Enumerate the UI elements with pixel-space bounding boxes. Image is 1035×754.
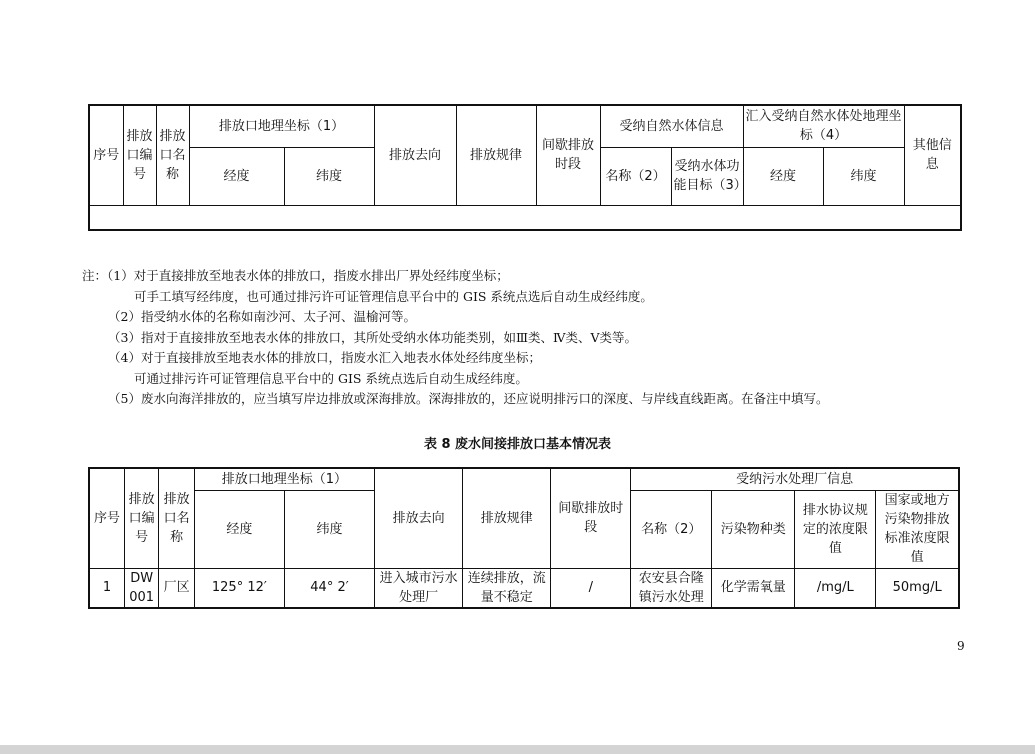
cell-pollutant: 化学需氧量 bbox=[712, 568, 795, 608]
cell-lat: 44° 2′ bbox=[284, 568, 374, 608]
header-inflow-lat: 纬度 bbox=[823, 147, 904, 205]
header-geo: 排放口地理坐标（1） bbox=[194, 468, 374, 490]
header-rule: 排放规律 bbox=[463, 468, 551, 568]
header-direction: 排放去向 bbox=[374, 105, 456, 205]
header-intermittent: 间歇排放时段 bbox=[551, 468, 631, 568]
note-4: （4）对于直接排放至地表水体的排放口，指废水汇入地表水体处经纬度坐标； bbox=[108, 350, 541, 365]
indirect-outlet-table bbox=[88, 467, 960, 609]
header-recv-name: 名称（2） bbox=[600, 147, 671, 205]
page-number: 9 bbox=[957, 639, 965, 653]
header-plant: 受纳污水处理厂信息 bbox=[631, 468, 959, 490]
cell-rule: 连续排放，流量不稳定 bbox=[463, 568, 551, 608]
header-other: 其他信息 bbox=[904, 105, 961, 205]
cell-seq: 1 bbox=[89, 568, 124, 608]
note-4-cont: 可通过排污许可证管理信息平台中的 GIS 系统点选后自动生成经纬度。 bbox=[134, 370, 528, 386]
direct-outlet-table bbox=[88, 104, 962, 231]
header-outlet-code: 排放口编号 bbox=[124, 468, 158, 568]
cell-direction: 进入城市污水处理厂 bbox=[375, 568, 463, 608]
cell-plant-name: 农安县合隆镇污水处理 bbox=[631, 568, 712, 608]
header-receiving: 受纳自然水体信息 bbox=[600, 105, 743, 147]
note-5: （5）废水向海洋排放的，应当填写岸边排放或深海排放。深海排放的，还应说明排污口的深度、与岸线直线距离。在备注中填写。 bbox=[108, 391, 829, 406]
header-inflow: 汇入受纳自然水体处地理坐标（4） bbox=[743, 105, 904, 147]
header-outlet-code: 排放口编号 bbox=[123, 105, 156, 205]
note-3: （3）指对于直接排放至地表水体的排放口，其所处受纳水体功能类别，如Ⅲ类、Ⅳ类、Ⅴ类等。 bbox=[108, 329, 638, 345]
empty-row bbox=[89, 205, 961, 230]
table-row bbox=[89, 568, 959, 608]
table-notes bbox=[82, 266, 982, 410]
header-intermittent: 间歇排放时段 bbox=[536, 105, 600, 205]
header-seq: 序号 bbox=[89, 105, 123, 205]
cell-code: DW001 bbox=[124, 568, 158, 608]
header-rule: 排放规律 bbox=[456, 105, 536, 205]
cell-lon: 125° 12′ bbox=[194, 568, 284, 608]
header-geo: 排放口地理坐标（1） bbox=[189, 105, 374, 147]
cell-name: 厂区 bbox=[159, 568, 194, 608]
table-caption: 表 8 废水间接排放口基本情况表 bbox=[423, 437, 612, 452]
header-recv-target: 受纳水体功能目标（3） bbox=[671, 147, 743, 205]
header-lon: 经度 bbox=[194, 490, 284, 568]
header-lon: 经度 bbox=[189, 147, 284, 205]
header-seq: 序号 bbox=[89, 468, 124, 568]
header-pollutant: 污染物种类 bbox=[712, 490, 795, 568]
header-lat: 纬度 bbox=[284, 490, 374, 568]
header-plant-name: 名称（2） bbox=[631, 490, 712, 568]
header-inflow-lon: 经度 bbox=[743, 147, 823, 205]
viewer-bottom-bar bbox=[0, 745, 1035, 754]
header-agreement: 排水协议规定的浓度限值 bbox=[795, 490, 876, 568]
header-direction: 排放去向 bbox=[375, 468, 463, 568]
header-standard: 国家或地方污染物排放标准浓度限值 bbox=[876, 490, 959, 568]
cell-standard: 50mg/L bbox=[876, 568, 959, 608]
note-1-cont: 可手工填写经纬度，也可通过排污许可证管理信息平台中的 GIS 系统点选后自动生成经纬度。 bbox=[134, 288, 653, 304]
cell-intermittent: / bbox=[551, 568, 631, 608]
header-lat: 纬度 bbox=[284, 147, 374, 205]
header-outlet-name: 排放口名称 bbox=[159, 468, 194, 568]
header-outlet-name: 排放口名称 bbox=[156, 105, 189, 205]
note-2: （2）指受纳水体的名称如南沙河、太子河、温榆河等。 bbox=[108, 309, 416, 324]
cell-agreement: /mg/L bbox=[795, 568, 876, 608]
note-1: 注：（1）对于直接排放至地表水体的排放口，指废水排出厂界处经纬度坐标； bbox=[82, 268, 509, 283]
